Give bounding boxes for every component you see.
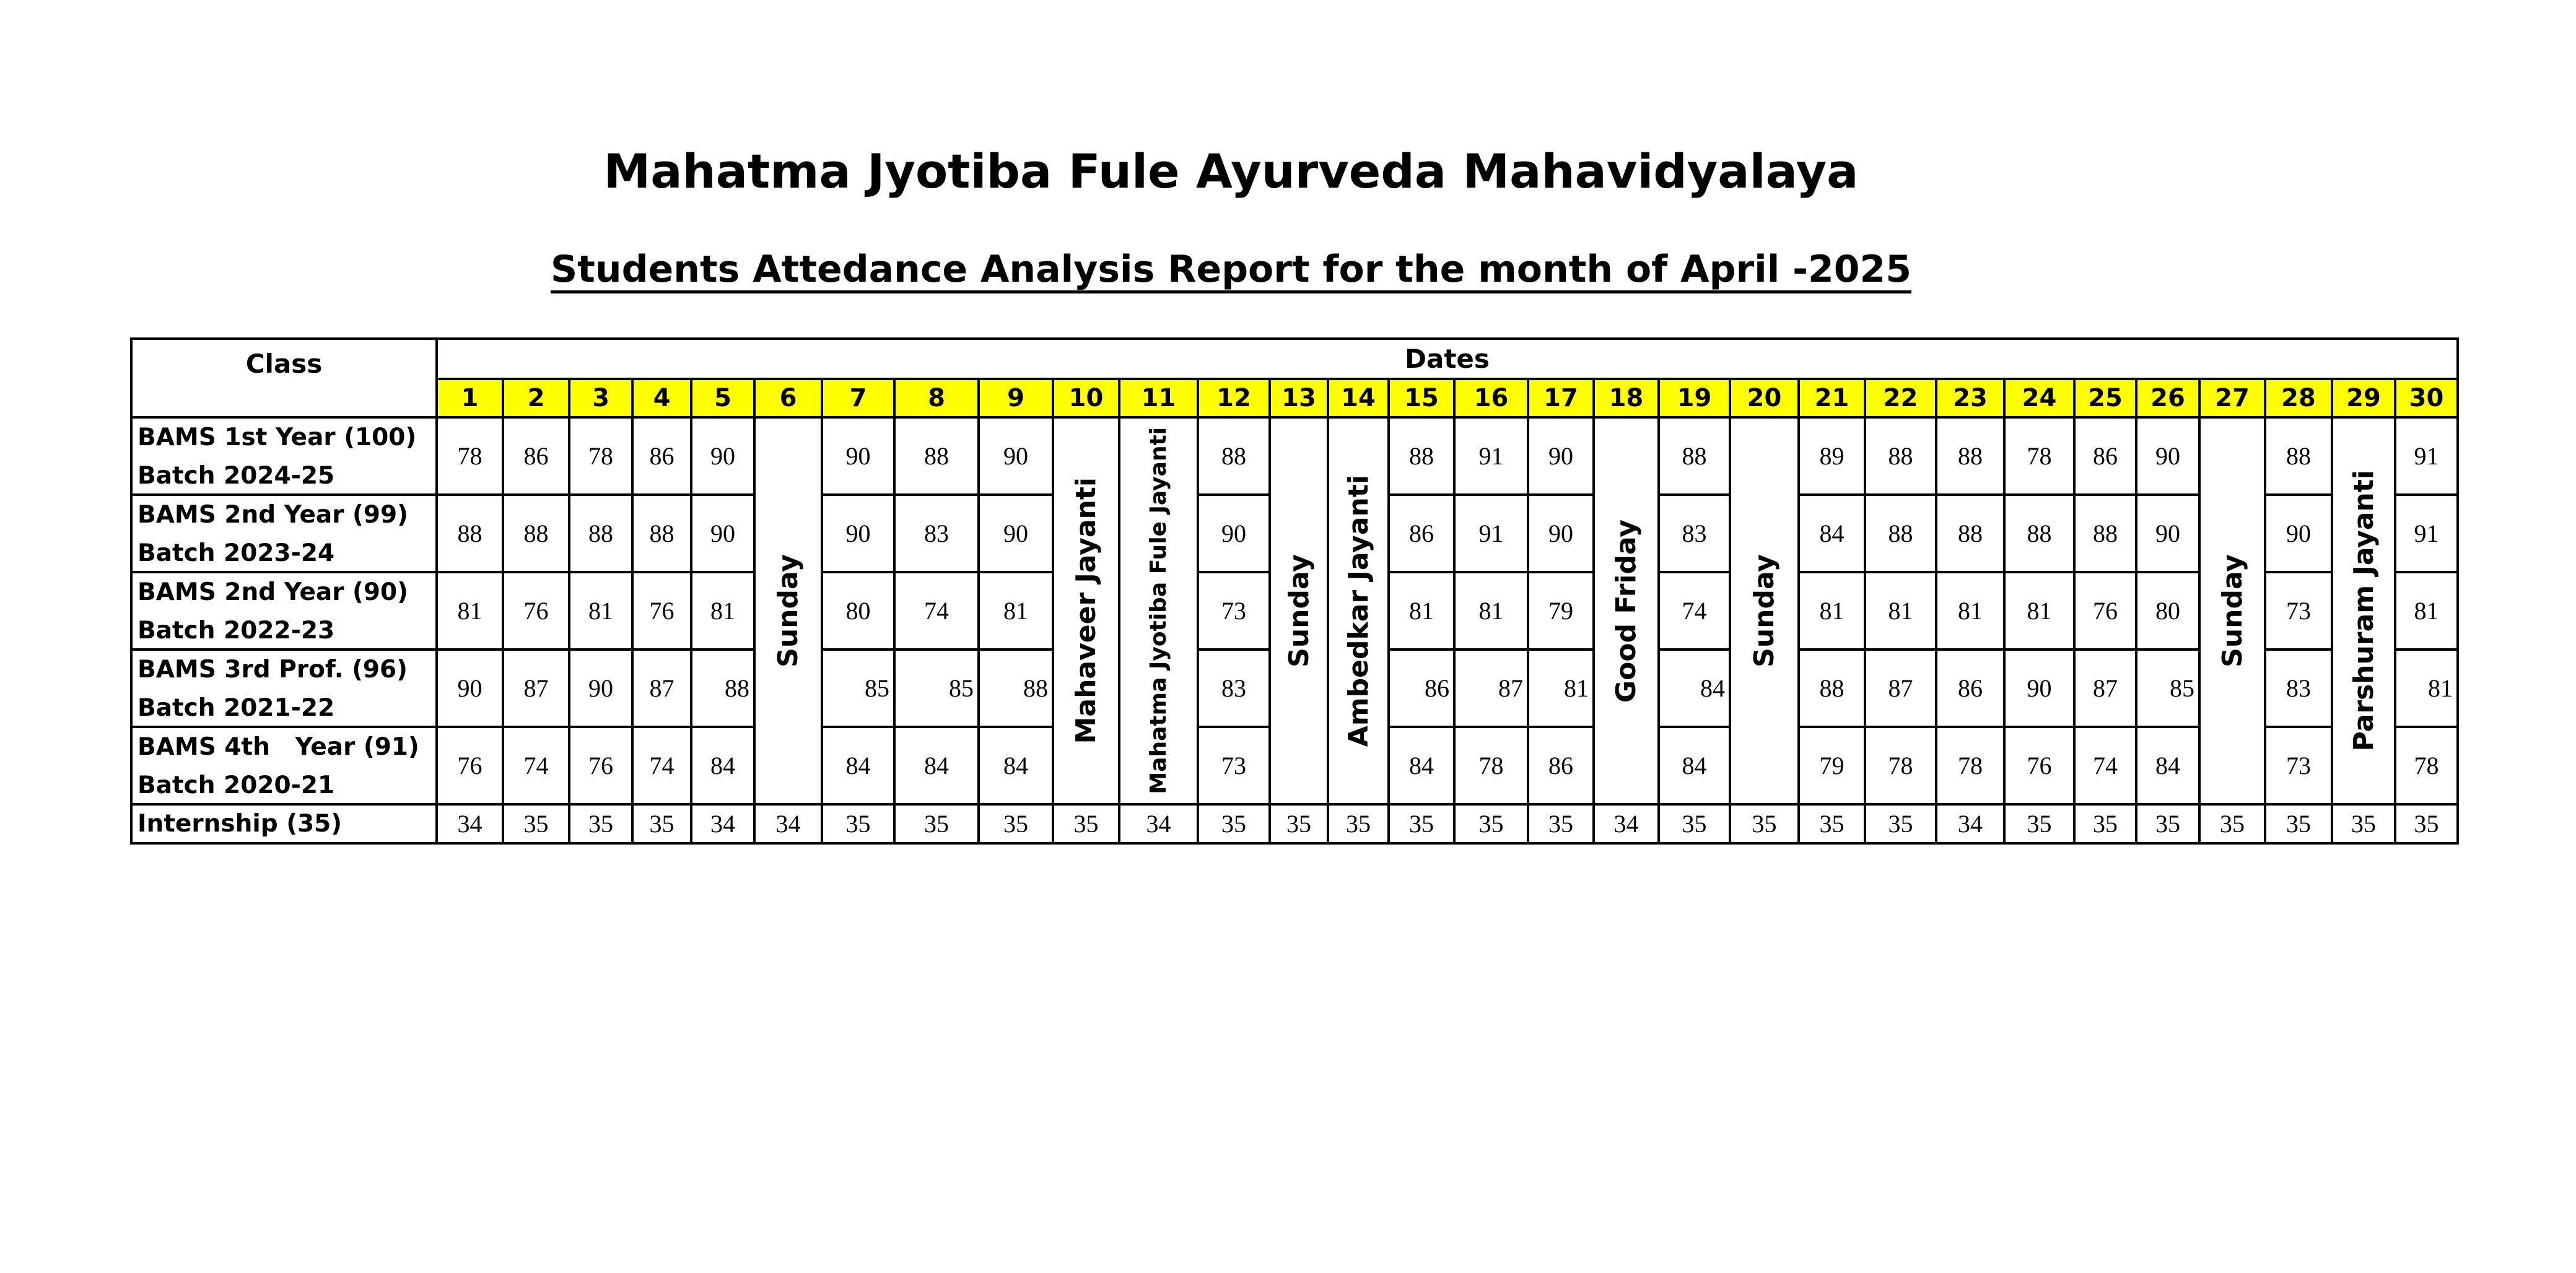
holiday-column — [1118, 416, 1199, 806]
batch-name: Batch 2021-22 — [138, 694, 335, 722]
internship-cell: 35 — [502, 803, 570, 845]
attendance-cell: 84 — [821, 726, 896, 806]
attendance-cell: 81 — [977, 571, 1054, 651]
attendance-cell: 84 — [893, 726, 980, 806]
internship-cell: 34 — [1935, 803, 2006, 845]
day-18-header: 18 — [1592, 378, 1660, 419]
attendance-cell: 90 — [821, 416, 896, 496]
dates-header: Dates — [435, 337, 2459, 380]
attendance-cell: 88 — [568, 493, 634, 573]
attendance-cell: 90 — [1527, 416, 1595, 496]
attendance-cell: 87 — [1864, 648, 1937, 728]
attendance-cell: 84 — [690, 726, 756, 806]
attendance-cell: 84 — [1657, 726, 1731, 806]
attendance-cell: 73 — [2264, 726, 2333, 806]
internship-cell: 35 — [1197, 803, 1271, 845]
attendance-cell: 91 — [1453, 416, 1529, 496]
day-16-header: 16 — [1453, 378, 1529, 419]
attendance-cell: 85 — [893, 648, 980, 728]
attendance-cell: 80 — [2135, 571, 2201, 651]
attendance-cell: 73 — [1197, 571, 1271, 651]
attendance-cell: 86 — [1935, 648, 2006, 728]
holiday-label: Sunday — [2216, 554, 2248, 667]
attendance-cell: 78 — [1864, 726, 1937, 806]
attendance-cell: 91 — [2394, 493, 2459, 573]
internship-cell: 35 — [2331, 803, 2396, 845]
attendance-cell: 81 — [1453, 571, 1529, 651]
attendance-cell: 90 — [435, 648, 504, 728]
attendance-cell: 81 — [1864, 571, 1937, 651]
day-20-header: 20 — [1729, 378, 1800, 419]
class-row-label — [130, 726, 438, 806]
internship-cell: 35 — [1327, 803, 1390, 845]
attendance-cell: 87 — [631, 648, 692, 728]
internship-cell: 35 — [1729, 803, 1800, 845]
holiday-column — [1052, 416, 1120, 806]
internship-cell: 35 — [1052, 803, 1120, 845]
internship-cell: 35 — [1797, 803, 1866, 845]
internship-cell: 34 — [753, 803, 823, 845]
attendance-cell: 74 — [502, 726, 570, 806]
day-23-header: 23 — [1935, 378, 2006, 419]
internship-cell: 35 — [977, 803, 1054, 845]
report-subtitle-text: Students Attedance Analysis Report for the month of April -2025 — [550, 248, 1912, 291]
attendance-cell: 84 — [1387, 726, 1456, 806]
attendance-cell: 81 — [2394, 571, 2459, 651]
attendance-cell: 84 — [2135, 726, 2201, 806]
attendance-cell: 81 — [1527, 648, 1595, 728]
attendance-cell: 76 — [631, 571, 692, 651]
attendance-cell: 88 — [977, 648, 1054, 728]
class-name: BAMS 3rd Prof. (96) — [138, 656, 408, 684]
attendance-cell: 84 — [1797, 493, 1866, 573]
attendance-cell: 74 — [631, 726, 692, 806]
attendance-cell: 88 — [1864, 493, 1937, 573]
holiday-column — [753, 416, 823, 806]
internship-cell: 35 — [1527, 803, 1595, 845]
attendance-cell: 74 — [2073, 726, 2137, 806]
attendance-cell: 90 — [690, 416, 756, 496]
attendance-cell: 78 — [435, 416, 504, 496]
attendance-cell: 84 — [977, 726, 1054, 806]
attendance-cell: 74 — [893, 571, 980, 651]
internship-cell: 35 — [1268, 803, 1329, 845]
day-11-header: 11 — [1118, 378, 1199, 419]
holiday-label: Mahatma Jyotiba Fule Jayanti — [1146, 427, 1171, 794]
day-21-header: 21 — [1797, 378, 1866, 419]
attendance-cell: 88 — [893, 416, 980, 496]
day-2-header: 2 — [502, 378, 570, 419]
class-name: BAMS 2nd Year (90) — [138, 578, 408, 606]
internship-cell: 35 — [1453, 803, 1529, 845]
class-row-label — [130, 493, 438, 573]
internship-cell: 35 — [2135, 803, 2201, 845]
attendance-cell: 81 — [568, 571, 634, 651]
day-5-header: 5 — [690, 378, 756, 419]
attendance-cell: 90 — [1527, 493, 1595, 573]
attendance-cell: 80 — [821, 571, 896, 651]
day-7-header: 7 — [821, 378, 896, 419]
holiday-label: Sunday — [1283, 554, 1315, 667]
attendance-cell: 86 — [1387, 648, 1456, 728]
internship-cell: 35 — [821, 803, 896, 845]
batch-name: Batch 2020-21 — [138, 771, 335, 799]
day-12-header: 12 — [1197, 378, 1271, 419]
internship-label: Internship (35) — [130, 803, 438, 845]
attendance-cell: 90 — [821, 493, 896, 573]
attendance-cell: 79 — [1797, 726, 1866, 806]
attendance-cell: 83 — [893, 493, 980, 573]
internship-cell: 35 — [1864, 803, 1937, 845]
attendance-cell: 88 — [502, 493, 570, 573]
batch-name: Batch 2023-24 — [138, 539, 335, 567]
day-22-header: 22 — [1864, 378, 1937, 419]
attendance-cell: 88 — [2073, 493, 2137, 573]
attendance-cell: 89 — [1797, 416, 1866, 496]
holiday-column — [1268, 416, 1329, 806]
attendance-cell: 83 — [2264, 648, 2333, 728]
internship-cell: 35 — [2264, 803, 2333, 845]
day-27-header: 27 — [2198, 378, 2266, 419]
attendance-cell: 81 — [435, 571, 504, 651]
holiday-label: Ambedkar Jayanti — [1342, 474, 1374, 747]
attendance-cell: 83 — [1197, 648, 1271, 728]
attendance-cell: 90 — [690, 493, 756, 573]
attendance-cell: 86 — [1527, 726, 1595, 806]
attendance-cell: 81 — [2394, 648, 2459, 728]
attendance-cell: 78 — [2394, 726, 2459, 806]
day-6-header: 6 — [753, 378, 823, 419]
attendance-cell: 86 — [1387, 493, 1456, 573]
attendance-cell: 88 — [631, 493, 692, 573]
day-1-header: 1 — [435, 378, 504, 419]
attendance-cell: 90 — [2264, 493, 2333, 573]
attendance-cell: 90 — [1197, 493, 1271, 573]
internship-cell: 35 — [1387, 803, 1456, 845]
day-3-header: 3 — [568, 378, 634, 419]
holiday-label: Parshuram Jayanti — [2347, 470, 2380, 752]
day-14-header: 14 — [1327, 378, 1390, 419]
day-24-header: 24 — [2003, 378, 2076, 419]
class-name: BAMS 2nd Year (99) — [138, 501, 408, 529]
attendance-cell: 91 — [2394, 416, 2459, 496]
college-title: Mahatma Jyotiba Fule Ayurveda Mahavidyalaya — [603, 144, 1859, 199]
attendance-cell: 78 — [1935, 726, 2006, 806]
attendance-cell: 81 — [2003, 571, 2076, 651]
attendance-cell: 86 — [502, 416, 570, 496]
holiday-label: Mahaveer Jayanti — [1070, 477, 1102, 744]
holiday-label: Good Friday — [1610, 519, 1642, 703]
attendance-cell: 81 — [1935, 571, 2006, 651]
class-row-label — [130, 648, 438, 728]
attendance-cell: 90 — [568, 648, 634, 728]
class-row-label — [130, 416, 438, 496]
attendance-cell: 88 — [2003, 493, 2076, 573]
holiday-column — [2331, 416, 2396, 806]
attendance-cell: 88 — [690, 648, 756, 728]
attendance-cell: 76 — [435, 726, 504, 806]
day-28-header: 28 — [2264, 378, 2333, 419]
holiday-label: Sunday — [1749, 554, 1780, 667]
attendance-cell: 81 — [690, 571, 756, 651]
batch-name: Batch 2024-25 — [138, 462, 335, 490]
attendance-cell: 88 — [2264, 416, 2333, 496]
holiday-column — [1592, 416, 1660, 806]
day-25-header: 25 — [2073, 378, 2137, 419]
attendance-cell: 90 — [2003, 648, 2076, 728]
holiday-column — [1729, 416, 1800, 806]
day-17-header: 17 — [1527, 378, 1595, 419]
internship-cell: 34 — [1118, 803, 1199, 845]
attendance-cell: 90 — [2135, 416, 2201, 496]
holiday-label: Sunday — [772, 554, 804, 667]
attendance-cell: 86 — [631, 416, 692, 496]
internship-cell: 35 — [2198, 803, 2266, 845]
day-10-header: 10 — [1052, 378, 1120, 419]
attendance-cell: 81 — [1387, 571, 1456, 651]
attendance-cell: 88 — [1864, 416, 1937, 496]
batch-name: Batch 2022-23 — [138, 617, 335, 645]
attendance-cell: 83 — [1657, 493, 1731, 573]
class-header: Class — [130, 337, 438, 419]
attendance-cell: 90 — [977, 493, 1054, 573]
internship-cell: 35 — [2073, 803, 2137, 845]
attendance-cell: 79 — [1527, 571, 1595, 651]
day-29-header: 29 — [2331, 378, 2396, 419]
attendance-cell: 73 — [1197, 726, 1271, 806]
attendance-cell: 84 — [1657, 648, 1731, 728]
internship-cell: 34 — [435, 803, 504, 845]
internship-cell: 35 — [568, 803, 634, 845]
class-name: BAMS 4th Year (91) — [138, 733, 419, 761]
attendance-cell: 78 — [2003, 416, 2076, 496]
attendance-cell: 86 — [2073, 416, 2137, 496]
attendance-cell: 88 — [1387, 416, 1456, 496]
class-name: BAMS 1st Year (100) — [138, 424, 417, 451]
attendance-cell: 88 — [1797, 648, 1866, 728]
internship-cell: 35 — [2394, 803, 2459, 845]
day-19-header: 19 — [1657, 378, 1731, 419]
internship-cell: 34 — [690, 803, 756, 845]
day-9-header: 9 — [977, 378, 1054, 419]
day-26-header: 26 — [2135, 378, 2201, 419]
attendance-cell: 87 — [2073, 648, 2137, 728]
attendance-cell: 88 — [1935, 493, 2006, 573]
attendance-cell: 91 — [1453, 493, 1529, 573]
day-13-header: 13 — [1268, 378, 1329, 419]
attendance-cell: 76 — [2003, 726, 2076, 806]
attendance-cell: 85 — [821, 648, 896, 728]
attendance-cell: 88 — [435, 493, 504, 573]
attendance-cell: 78 — [568, 416, 634, 496]
attendance-cell: 88 — [1935, 416, 2006, 496]
internship-cell: 35 — [2003, 803, 2076, 845]
attendance-cell: 85 — [2135, 648, 2201, 728]
holiday-column — [1327, 416, 1390, 806]
day-8-header: 8 — [893, 378, 980, 419]
attendance-cell: 87 — [1453, 648, 1529, 728]
class-row-label — [130, 571, 438, 651]
holiday-column — [2198, 416, 2266, 806]
attendance-cell: 88 — [1657, 416, 1731, 496]
attendance-cell: 76 — [502, 571, 570, 651]
attendance-cell: 76 — [2073, 571, 2137, 651]
day-15-header: 15 — [1387, 378, 1456, 419]
attendance-cell: 90 — [2135, 493, 2201, 573]
internship-cell: 35 — [631, 803, 692, 845]
attendance-cell: 88 — [1197, 416, 1271, 496]
attendance-cell: 87 — [502, 648, 570, 728]
attendance-cell: 76 — [568, 726, 634, 806]
day-4-header: 4 — [631, 378, 692, 419]
attendance-cell: 78 — [1453, 726, 1529, 806]
internship-cell: 35 — [893, 803, 980, 845]
internship-cell: 34 — [1592, 803, 1660, 845]
day-30-header: 30 — [2394, 378, 2459, 419]
attendance-cell: 90 — [977, 416, 1054, 496]
internship-cell: 35 — [1657, 803, 1731, 845]
attendance-cell: 73 — [2264, 571, 2333, 651]
attendance-cell: 81 — [1797, 571, 1866, 651]
attendance-cell: 74 — [1657, 571, 1731, 651]
